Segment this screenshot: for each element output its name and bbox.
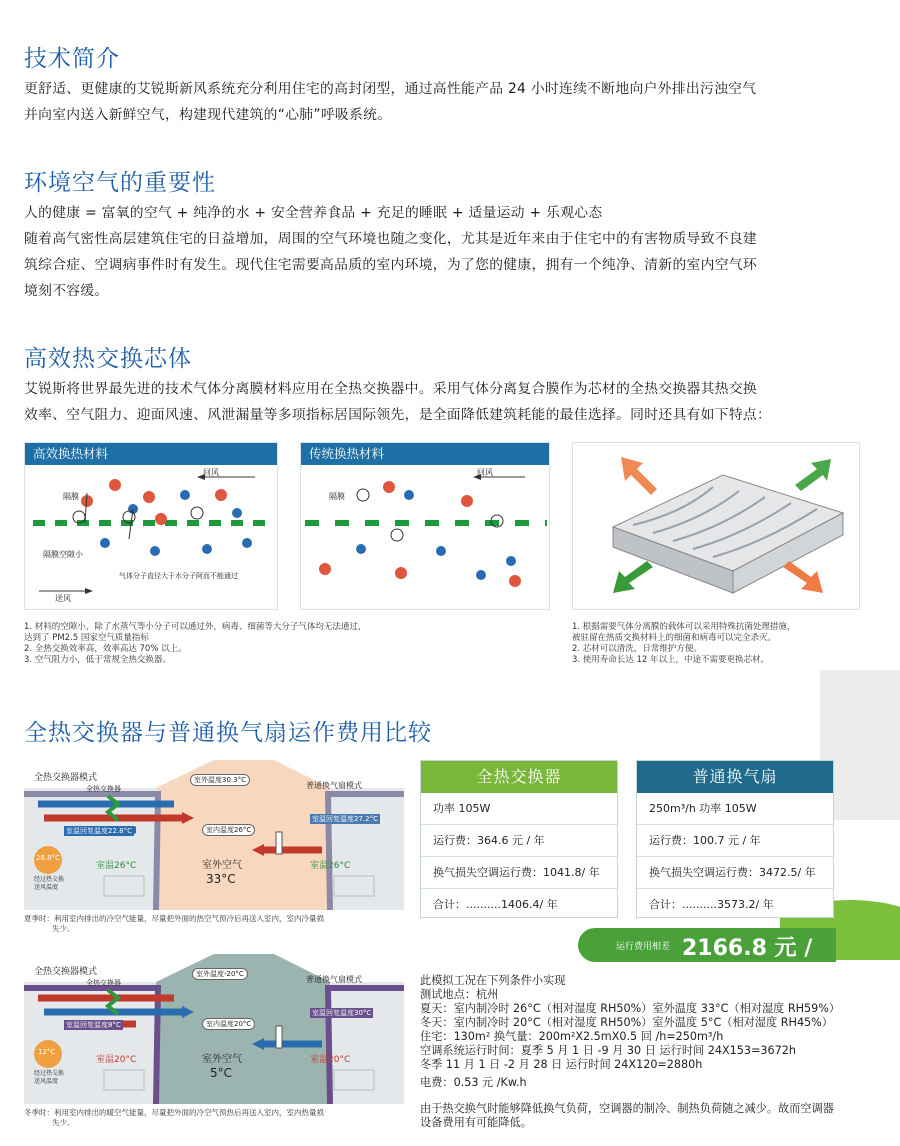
condition-line: 空调系统运行时间：夏季 5 月 1 日 -9 月 30 日 运行时间 24X153=3672h [420, 1044, 796, 1057]
bubble-temp: 12°C [38, 1048, 56, 1056]
condition-line: 此模拟工况在下列条件小实现 [420, 974, 566, 987]
outdoor-temp: 5°C [210, 1066, 233, 1080]
bubble-temp: 28.8°C [36, 854, 60, 862]
cost-row: 运行费：100.7 元 / 年 [637, 825, 833, 857]
outdoor-temp-tag: 室外温度30.3°C [190, 774, 250, 786]
conclusion-line: 设备费用有可能降低。 [420, 1116, 532, 1129]
bubble-text: 经过热交换送风温度 [34, 1070, 65, 1085]
section-title-core: 高效热交换芯体 [24, 346, 192, 372]
air-line: 境刻不容缓。 [24, 283, 109, 299]
cost-row: 合计：..........1406.4/ 年 [433, 898, 558, 911]
section-title-compare: 全热交换器与普通换气扇运作费用比较 [24, 720, 432, 746]
savings-banner [578, 928, 836, 992]
bubble-text: 经过热交换送风温度 [34, 876, 65, 891]
cost-title: 全热交换器 [421, 761, 617, 793]
return-air-label: 回风 [477, 468, 493, 477]
outdoor-air-label: 室外空气 [202, 1054, 242, 1065]
room-temp-right: 室温26°C [310, 861, 351, 871]
caption-line: 失少。 [52, 924, 75, 933]
panel-high-efficiency [24, 442, 278, 610]
room-temp-left: 室温26°C [96, 861, 137, 871]
condition-line: 测试地点：杭州 [420, 988, 499, 1001]
room-temp-left: 室温20°C [96, 1055, 137, 1065]
caption-line: 冬季时：利用室内排出的暖空气能量，尽量把外面的冷空气预热后再送入室内，室内热量损 [24, 1108, 324, 1117]
note-line: 2. 全热交换效率高，效率高达 70% 以上。 [24, 644, 187, 654]
panel-title: 高效换热材料 [25, 443, 277, 465]
return-air-label: 回风 [203, 468, 219, 477]
condition-line: 住宅：130m² 换气量：200m²X2.5mX0.5 回 /h=250m³/h [420, 1030, 724, 1043]
cost-row: 功率 105W [421, 793, 617, 825]
conclusion [420, 1102, 834, 1130]
cost-row: 换气损失空调运行费：3472.5/ 年 [637, 857, 833, 889]
notes-right [572, 622, 795, 666]
cost-title: 普通换气扇 [637, 761, 833, 793]
right-mode-title: 普通换气扇模式 [306, 975, 362, 984]
outdoor-air-label: 室外空气 [202, 860, 242, 871]
savings-value: 2166.8 元 / 年 [682, 936, 813, 992]
note-line: 达到了 PM2.5 国家空气质量指标 [24, 633, 149, 643]
air-text [24, 200, 874, 304]
indoor-temp-tag: 室内温度26°C [202, 824, 255, 836]
core-line: 艾锐斯将世界最先进的技术气体分离膜材料应用在全热交换器中。采用气体分离复合膜作为芯材的全热交换器其热交换 [24, 381, 758, 397]
savings-label: 运行费用相差 [616, 942, 671, 952]
membrane-label: 隔膜 [63, 492, 79, 501]
outdoor-temp-tag: 室外温度-20°C [192, 968, 248, 980]
intro-line: 更舒适、更健康的艾锐斯新风系统充分利用住宅的高封闭型，通过高性能产品 24 小时连续不断地向户外排出污浊空气 [24, 81, 757, 97]
exchanger-label: 全热交换器 [86, 785, 121, 793]
notes-left [24, 622, 366, 666]
summer-caption [24, 914, 324, 934]
condition-line: 电费：0.53 元 /Kw.h [420, 1076, 527, 1089]
supply-air-label: 送风 [55, 594, 71, 603]
right-supply-temp: 室温回复温度30°C [312, 1009, 372, 1017]
note-line: 2. 芯材可以清洗，日常维护方便。 [572, 644, 702, 654]
core-text [24, 376, 874, 428]
room-temp-right: 室温20°C [310, 1055, 351, 1065]
left-mode-title: 全热交换器模式 [34, 773, 98, 783]
intro-text [24, 76, 874, 128]
cost-row: 250m³/h 功率 105W [637, 793, 833, 825]
exchanger-label: 全热交换器 [86, 979, 121, 987]
panel-title: 传统换热材料 [301, 443, 549, 465]
membrane-diagram-high [25, 465, 277, 609]
heat-exchanger-core-image [573, 443, 859, 609]
cost-row: 运行费：364.6 元 / 年 [421, 825, 617, 857]
cost-row: 换气损失空调运行费：1041.8/ 年 [421, 857, 617, 889]
note-line: 3. 空气阻力小，低于常规全热交换器。 [24, 655, 171, 665]
core-illustration [572, 442, 860, 610]
note-line: 被驻留在热质交换材料上的细菌和病毒可以完全杀灭。 [572, 633, 777, 643]
condition-line: 冬季 11 月 1 日 -2 月 28 日 运行时间 24X120=2880h [420, 1058, 703, 1071]
caption-line: 失少。 [52, 1118, 75, 1127]
note-line: 1. 材料的空隙小，除了水蒸气等小分子可以通过外，病毒、细菌等大分子气体均无法通过， [24, 622, 367, 632]
section-title-air: 环境空气的重要性 [24, 170, 216, 196]
cost-box-erv [420, 760, 618, 918]
conclusion-line: 由于热交换气时能够降低换气负荷，空调器的制冷、制热负荷随之减少。故而空调器 [420, 1102, 834, 1115]
molecule-caption: 气体分子直径大于水分子阿而不能通过 [119, 572, 238, 580]
air-line: 随着高气密性高层建筑住宅的日益增加，周围的空气环境也随之变化，尤其是近年来由于住宅中的有害物质导致不良建 [24, 231, 758, 247]
outdoor-temp: 33°C [206, 872, 236, 886]
core-line: 效率、空气阻力、迎面风速、风泄漏量等多项指标居国际领先，是全面降低建筑耗能的最佳选择。同时还具有如下特点： [24, 407, 772, 423]
left-supply-temp: 室温回复温度22.8°C [66, 827, 132, 835]
membrane-diagram-traditional [301, 465, 549, 609]
winter-diagram [24, 954, 404, 1104]
winter-caption [24, 1108, 324, 1128]
cost-row: 合计：..........3573.2/ 年 [649, 898, 774, 911]
left-mode-title: 全热交换器模式 [34, 967, 98, 977]
cost-box-fan [636, 760, 834, 918]
pore-label: 隔膜空隙小 [43, 550, 83, 559]
intro-line: 并向室内送入新鲜空气，构建现代建筑的“心肺”呼吸系统。 [24, 107, 392, 123]
summer-diagram [24, 760, 404, 910]
air-line: 筑综合症、空调病事件时有发生。现代住宅需要高品质的室内环境，为了您的健康，拥有一个纯净、清新的室内空气环 [24, 257, 758, 273]
panel-traditional [300, 442, 550, 610]
left-supply-temp: 室温回复温度8°C [66, 1021, 121, 1029]
note-line: 3. 使用寿命长达 12 年以上，中途不需要更换芯材。 [572, 655, 770, 665]
caption-line: 夏季时：利用室内排出的冷空气能量，尽量把外面的热空气预冷后再送入室内，室内冷量损 [24, 914, 324, 923]
right-supply-temp: 室温回复温度27.2°C [312, 815, 378, 823]
section-title-intro: 技术简介 [24, 46, 120, 72]
condition-line: 夏天：室内制冷时 26°C（相对湿度 RH50%）室外温度 33°C（相对湿度 RH59%） [420, 1002, 841, 1015]
simulation-conditions [420, 974, 840, 1090]
membrane-label: 隔膜 [329, 492, 345, 501]
condition-line: 冬天：室内制冷时 20°C（相对湿度 RH50%）室外温度 5°C（相对湿度 RH45%） [420, 1016, 833, 1029]
right-mode-title: 普通换气扇模式 [306, 781, 362, 790]
indoor-temp-tag: 室内温度20°C [202, 1018, 255, 1030]
note-line: 1. 根据需要气体分离膜的载体可以采用特殊抗菌处理措施， [572, 622, 796, 632]
air-line: 人的健康 = 富氧的空气 + 纯净的水 + 安全营养食品 + 充足的睡眠 + 适量运动 + 乐观心态 [24, 205, 603, 221]
